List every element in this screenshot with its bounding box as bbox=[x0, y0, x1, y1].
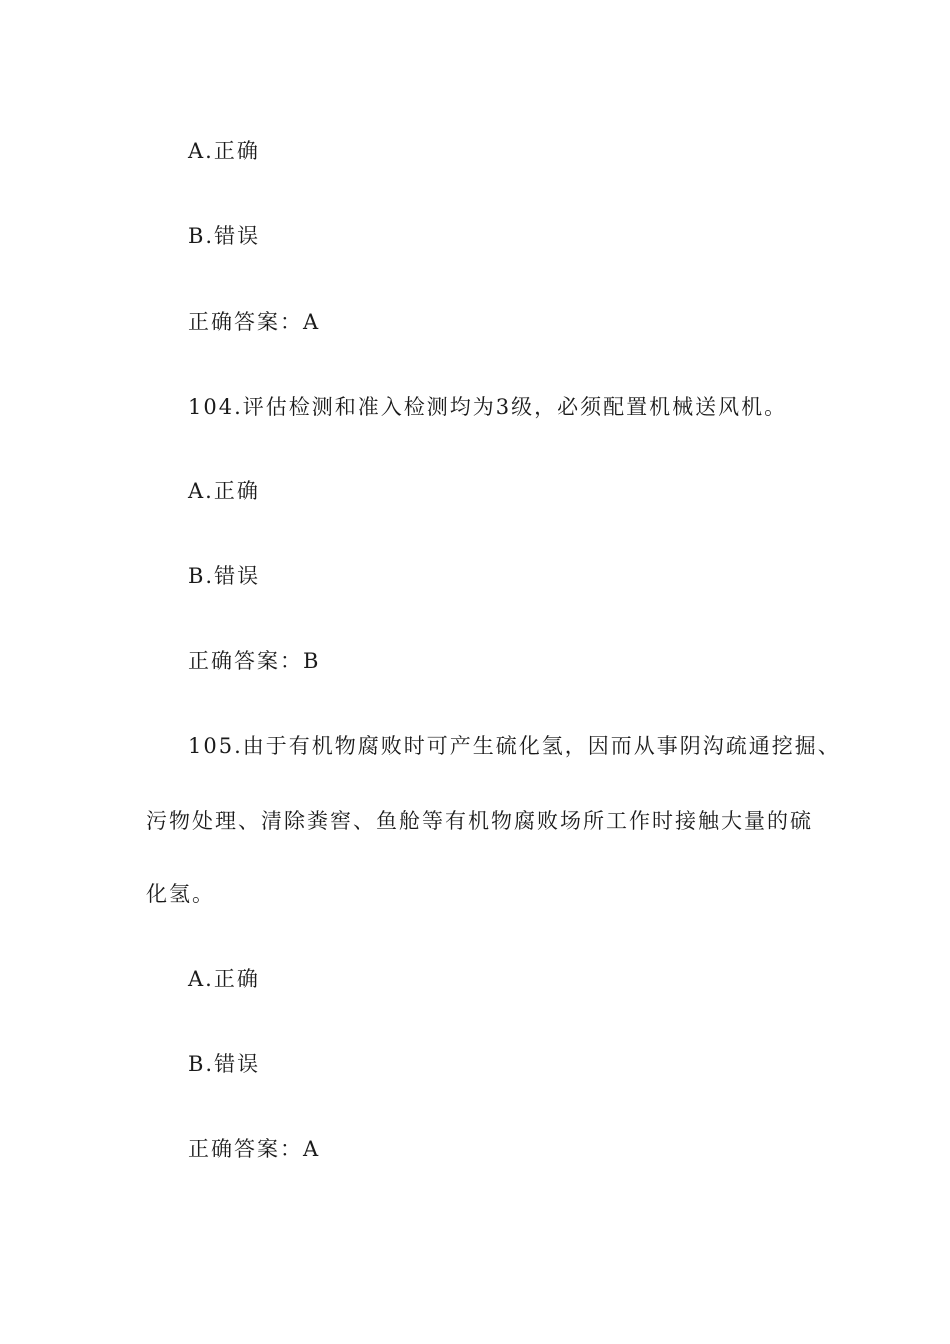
option-a: A.正确 bbox=[188, 967, 260, 991]
correct-answer: 正确答案：A bbox=[188, 310, 321, 334]
option-b: B.错误 bbox=[188, 224, 261, 248]
question-text-line2: 污物处理、清除粪窖、鱼舱等有机物腐败场所工作时接触大量的硫 bbox=[146, 809, 813, 833]
question-text-line1: 105.由于有机物腐败时可产生硫化氢，因而从事阴沟疏通挖掘、 bbox=[188, 734, 841, 758]
option-b: B.错误 bbox=[188, 564, 261, 588]
option-a: A.正确 bbox=[188, 139, 260, 163]
option-a: A.正确 bbox=[188, 479, 260, 503]
correct-answer: 正确答案：B bbox=[188, 649, 321, 673]
option-b: B.错误 bbox=[188, 1052, 261, 1076]
correct-answer: 正确答案：A bbox=[188, 1137, 321, 1161]
question-text-line3: 化氢。 bbox=[146, 882, 215, 906]
question-text: 104.评估检测和准入检测均为3级，必须配置机械送风机。 bbox=[188, 395, 788, 419]
